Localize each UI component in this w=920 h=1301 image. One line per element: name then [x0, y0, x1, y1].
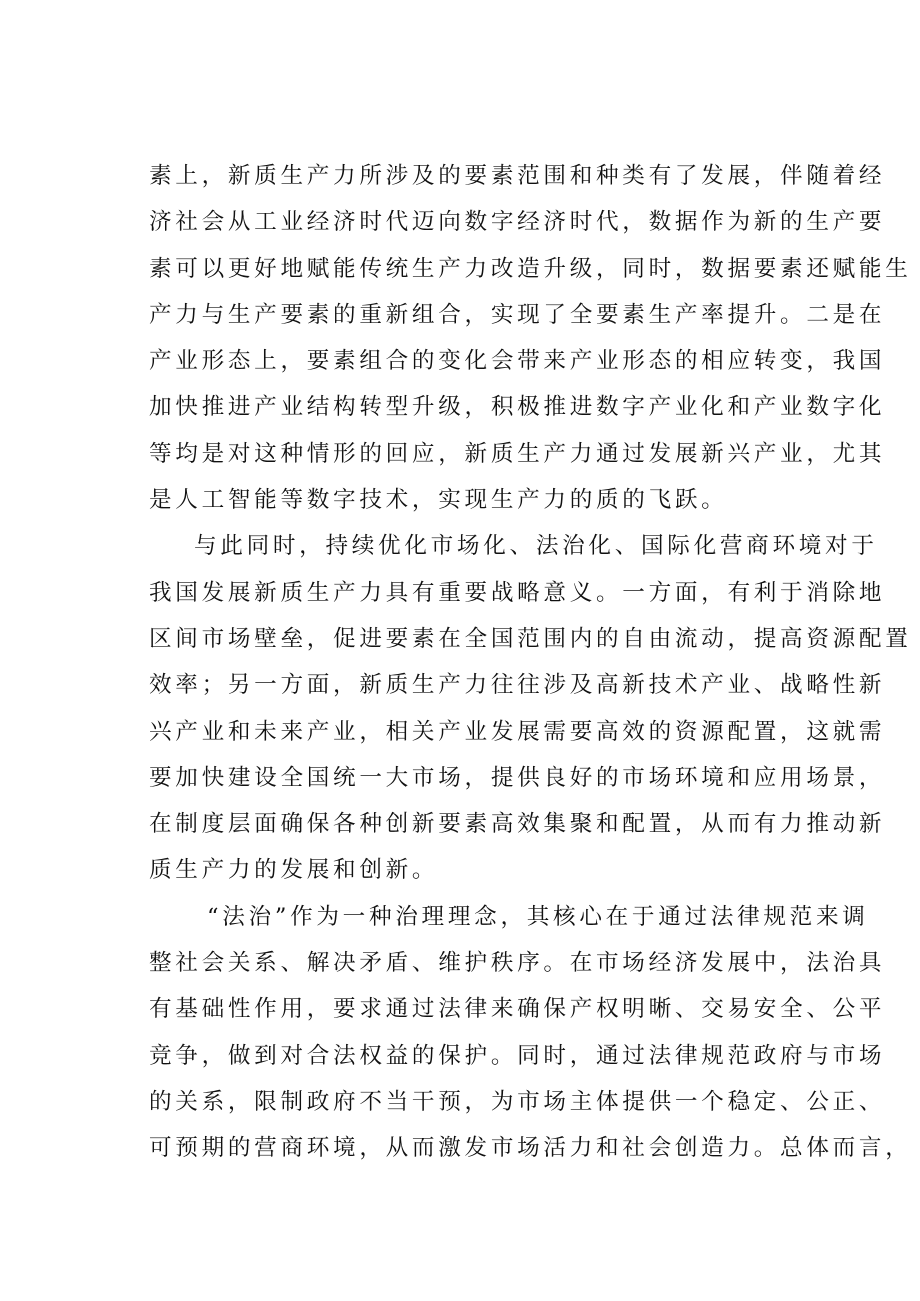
paragraph-3 [149, 894, 912, 1172]
text-line: 与此同时，持续优化市场化、法治化、国际化营商环境对于 [194, 533, 878, 560]
text-line: 竞争，做到对合法权益的保护。同时，通过法律规范政府与市场 [149, 1042, 886, 1069]
text-line: 我国发展新质生产力具有重要战略意义。一方面，有利于消除地 [149, 579, 886, 606]
text-line: 加快推进产业结构转型升级，积极推进数字产业化和产业数字化 [149, 394, 886, 421]
text-line: 整社会关系、解决矛盾、维护秩序。在市场经济发展中，法治具 [149, 950, 886, 977]
text-line: 区间市场壁垒，促进要素在全国范围内的自由流动，提高资源配置 [149, 625, 912, 652]
text-line: 产力与生产要素的重新组合，实现了全要素生产率提升。二是在 [149, 301, 886, 328]
document-body [149, 153, 912, 1172]
text-line: 质生产力的发展和创新。 [149, 857, 439, 884]
text-line: 是人工智能等数字技术，实现生产力的质的飞跃。 [149, 487, 728, 514]
text-line: 素上，新质生产力所涉及的要素范围和种类有了发展，伴随着经 [149, 163, 886, 189]
text-line: 济社会从工业经济时代迈向数字经济时代，数据作为新的生产要 [149, 209, 886, 236]
text-line: 可预期的营商环境，从而激发市场活力和社会创造力。总体而言， [149, 1135, 912, 1162]
text-line: 素可以更好地赋能传统生产力改造升级，同时，数据要素还赋能生 [149, 255, 912, 282]
text-line: 产业形态上，要素组合的变化会带来产业形态的相应转变，我国 [149, 348, 886, 375]
text-line: 兴产业和未来产业，相关产业发展需要高效的资源配置，这就需 [149, 718, 886, 745]
text-line: 的关系，限制政府不当干预，为市场主体提供一个稳定、公正、 [149, 1088, 886, 1115]
text-line: 等均是对这种情形的回应，新质生产力通过发展新兴产业，尤其 [149, 440, 886, 467]
text-line: 效率；另一方面，新质生产力往往涉及高新技术产业、战略性新 [149, 672, 886, 699]
text-line: “法治”作为一种治理理念，其核心在于通过法律规范来调 [207, 903, 869, 930]
paragraph-1 [149, 153, 912, 523]
text-line: 有基础性作用，要求通过法律来确保产权明晰、交易安全、公平 [149, 996, 886, 1023]
text-line: 在制度层面确保各种创新要素高效集聚和配置，从而有力推动新 [149, 811, 886, 838]
paragraph-2 [149, 523, 912, 893]
text-line: 要加快建设全国统一大市场，提供良好的市场环境和应用场景， [149, 764, 886, 791]
